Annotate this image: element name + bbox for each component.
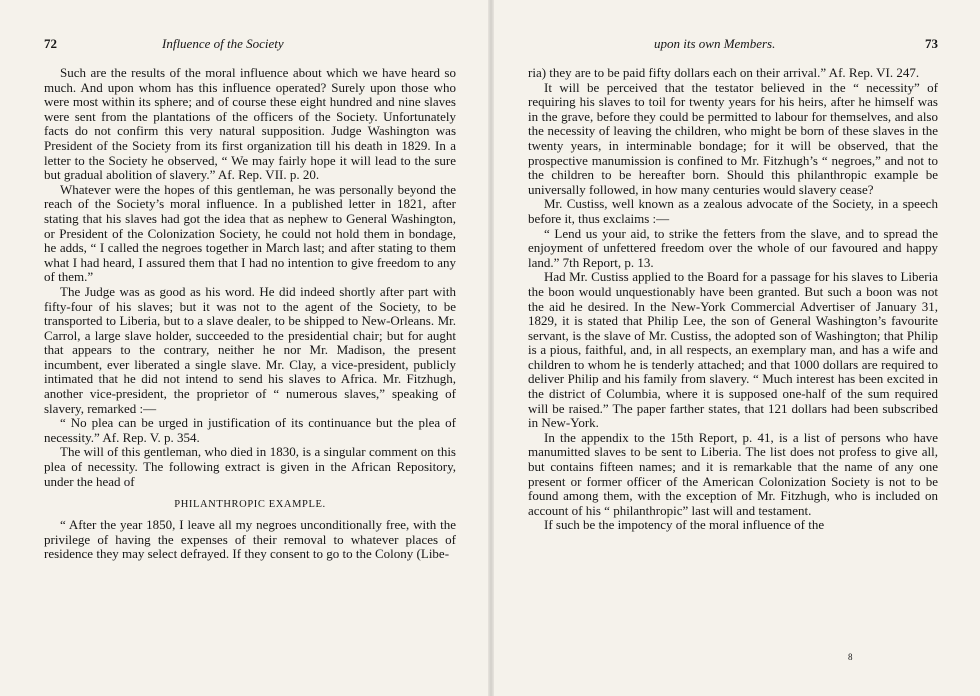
paragraph: Such are the results of the moral influence about which we have heard so much. And upon whom has this influence operated? Surely upon those who were most within its sphere; and of course these eight hundred and nine slaves were sent from the plantations of the officers of the Society. Unfortunately facts do not confirm this very natural supposition. Judge Washington was President of the Society from its first organization till his death in 1829. In a letter to the Society he observed, “ We may fairly hope it will lead to the sure but gradual abolition of slavery.” Af. Rep. VII. p. 20. (44, 65, 456, 183)
running-head (528, 36, 938, 56)
page-number: 72 (44, 36, 57, 51)
left-page (44, 36, 456, 562)
paragraph: Had Mr. Custiss applied to the Board for a passage for his slaves to Liberia the boon would unquestionably have been granted. But such a boon was not the aid he desired. In the New-York Commercial Advertiser of January 31, 1829, it is stated that Philip Lee, the son of General Washington’s favourite servant, is the slave of Mr. Custiss, the adopted son of Washington; that Philip is a pious, faithful, and, in all respects, an exemplary man, and has a wife and children to whom he is tenderly attached; and that 1000 dollars are required to deliver Philip and his family from slavery. “ Much interest has been excited in the district of Columbia, where it is supposed one-half of the sum required will be raised.” The paper farther states, that 121 dollars had been subscribed in New-York. (528, 269, 938, 431)
quotation: “ No plea can be urged in justification of its continuance but the plea of necessity.” Af. Rep. V. p. 354. (44, 415, 456, 445)
running-title: upon its own Members. (654, 36, 776, 51)
running-head (44, 36, 456, 56)
paragraph: ria) they are to be paid fifty dollars each on their arrival.” Af. Rep. VI. 247. (528, 65, 920, 80)
right-page (528, 36, 938, 533)
paragraph: Whatever were the hopes of this gentleman, he was personally beyond the reach of the Society’s moral influence. In a published letter in 1821, after stating that his slaves had got the idea that as nephew to General Washington, or President of the Colonization Society, he could not hold them in bondage, he adds, “ I called the negroes together in March last; and after stating to them what I had heard, I assured them that I had no intention to give freedom to any of them.” (44, 181, 456, 285)
paragraph: Mr. Custiss, well known as a zealous advocate of the Society, in a speech before it, thus exclaims :— (528, 196, 938, 226)
paragraph: The will of this gentleman, who died in 1830, is a singular comment on this plea of necessity. The following extract is given in the African Repository, under the head of (44, 444, 456, 489)
running-title: Influence of the Society (162, 36, 284, 51)
signature-mark: 8 (848, 652, 853, 662)
quotation: “ After the year 1850, I leave all my negroes unconditionally free, with the privilege of having the expenses of their removal to whatever places of residence they may select defrayed. If they consent to go to the Colony (Libe- (44, 517, 456, 562)
book-gutter (488, 0, 494, 696)
section-heading: PHILANTHROPIC EXAMPLE. (174, 499, 326, 511)
paragraph: If such be the impotency of the moral influence of the (544, 517, 825, 533)
paragraph: It will be perceived that the testator believed in the “ necessity” of requiring his slaves to toil for twenty years for his heirs, after he himself was in the grave, before they could be permitted to labour for themselves, and also the necessity of leaving the children, who might be born of these slaves in the twenty years, in interminable bondage; for it will be observed, that the prospective manumission is confined to Mr. Fitzhugh’s “ negroes,” and not to the children to be hereafter born. Should this philanthropic example be universally followed, in how many centuries would slavery cease? (528, 79, 938, 197)
quotation: “ Lend us your aid, to strike the fetters from the slave, and to spread the enjoyment of unfettered freedom over the whole of our favoured and happy land.” 7th Report, p. 13. (528, 225, 938, 270)
paragraph: In the appendix to the 15th Report, p. 41, is a list of persons who have manumitted slaves to be sent to Liberia. The list does not profess to give all, but contains fifteen names; and it is remarkable that the name of any one present or former officer of the American Colonization Society is not to be found among them, with the exception of Mr. Fitzhugh, who is included on account of his “ philanthropic” last will and testament. (528, 429, 938, 518)
paragraph: The Judge was as good as his word. He did indeed shortly after part with fifty-four of his slaves; but it was not to the agent of the Society, to be transported to Liberia, but to a slave dealer, to be shipped to New-Orleans. Mr. Carrol, a large slave holder, succeeded to the presidential chair; but for aught that appears to the contrary, neither he nor Mr. Madison, the present incumbent, ever liberated a single slave. Mr. Clay, a vice-president, publicly intimated that he did not intend to send his slaves to Africa. Mr. Fitzhugh, another vice-president, the proprietor of “ numerous slaves,” speaking of slavery, remarked :— (44, 283, 456, 416)
page-number: 73 (925, 36, 938, 51)
